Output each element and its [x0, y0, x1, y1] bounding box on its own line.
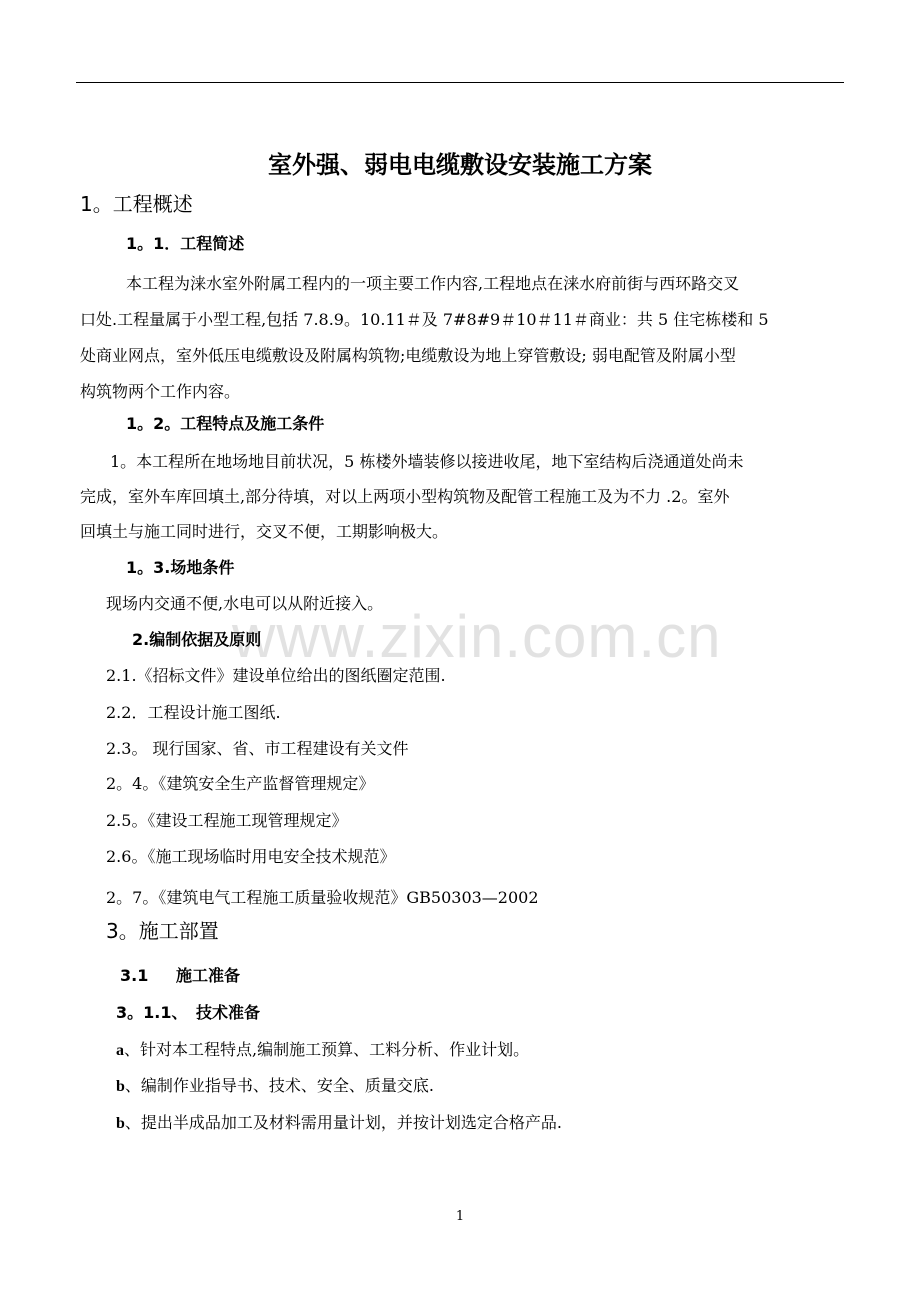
paragraph-line: 处商业网点，室外低压电缆敷设及附属构筑物;电缆敷设为地上穿管敷设; 弱电配管及附属小型 [80, 346, 736, 365]
section-1-2-heading: 1。2。工程特点及施工条件 [126, 414, 325, 433]
header-rule [76, 82, 844, 83]
paragraph-line: 本工程为涞水室外附属工程内的一项主要工作内容,工程地点在涞水府前街与西环路交叉 [126, 274, 740, 293]
document-title: 室外强、弱电电缆敷设安装施工方案 [268, 151, 652, 179]
section-1-heading: 1。工程概述 [80, 192, 193, 216]
page-number: 1 [455, 1209, 465, 1224]
item-letter: b [116, 1078, 125, 1095]
section-3-1-number: 3.1 [120, 966, 149, 985]
list-item: 2.5。《建设工程施工现管理规定》 [106, 811, 348, 830]
paragraph-line: 完成，室外车库回填土,部分待填，对以上两项小型构筑物及配管工程施工及为不力 .2。室外 [80, 487, 730, 506]
paragraph-line: 回填土与施工同时进行，交叉不便，工期影响极大。 [80, 522, 449, 541]
list-item [116, 1040, 529, 1061]
list-item: 2。7。《建筑电气工程施工质量验收规范》GB50303—2002 [106, 888, 539, 907]
list-item [116, 1076, 434, 1097]
section-1-3-heading: 1。3.场地条件 [126, 558, 235, 577]
list-item: 2.1.《招标文件》建设单位给出的图纸圈定范围. [106, 666, 446, 685]
list-item: 2.3。 现行国家、省、市工程建设有关文件 [106, 739, 409, 758]
section-2-heading: 2.编制依据及原则 [132, 630, 262, 649]
watermark: www.zixin.com.cn [232, 603, 722, 670]
section-3-1-1-number: 3。1.1、 [116, 1003, 188, 1022]
item-letter: b [116, 1115, 125, 1132]
list-item: 2。4。《建筑安全生产监督管理规定》 [106, 774, 375, 793]
paragraph-line: 口处.工程量属于小型工程,包括 7.8.9。10.11＃及 7#8#9＃10＃11＃商业：共 5 住宅栋楼和 5 [80, 310, 769, 329]
list-item: 2.6。《施工现场临时用电安全技术规范》 [106, 847, 396, 866]
item-text: 、提出半成品加工及材料需用量计划，并按计划选定合格产品. [124, 1113, 562, 1132]
section-3-1-1-label: 技术准备 [196, 1003, 261, 1022]
section-3-1-label: 施工准备 [176, 966, 241, 985]
list-item: 2.2．工程设计施工图纸. [106, 703, 281, 722]
item-text: 、针对本工程特点,编制施工预算、工料分析、作业计划。 [124, 1040, 530, 1059]
paragraph-line: 1。本工程所在地场地目前状况，5 栋楼外墙装修以接进收尾，地下室结构后浇通道处尚未 [110, 452, 744, 471]
paragraph-line: 构筑物两个工作内容。 [80, 382, 241, 401]
item-text: 、编制作业指导书、技术、安全、质量交底. [124, 1076, 434, 1095]
item-letter: a [116, 1042, 124, 1059]
section-3-heading: 3。施工部置 [106, 919, 219, 943]
section-1-1-heading: 1。1．工程简述 [126, 234, 245, 253]
list-item [116, 1113, 562, 1134]
paragraph-line: 现场内交通不便,水电可以从附近接入。 [106, 594, 384, 613]
